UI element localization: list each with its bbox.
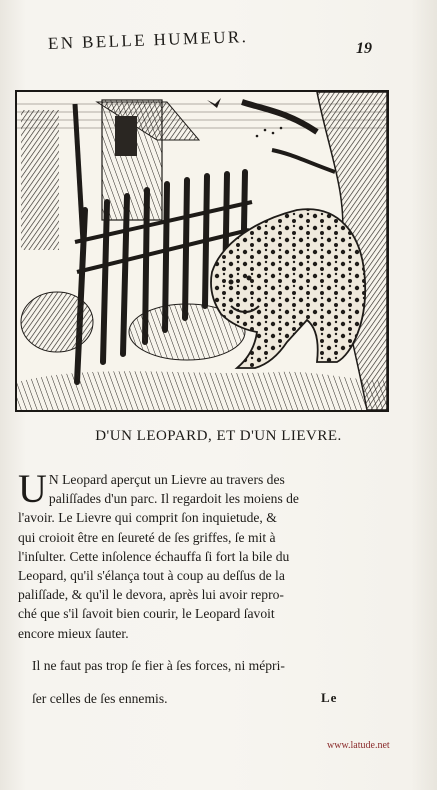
fable-title: D'UN LEOPARD, ET D'UN LIEVRE. [95,428,342,444]
fable-moral [18,656,360,708]
catchword: Le [321,690,338,705]
text-line: l'inſulter. Cette inſolence échauffa ſi fort la bile du [18,548,290,564]
text-line: l'avoir. Le Lievre qui comprit ſon inquietude, & [18,510,277,526]
moral-line: Il ne faut pas trop ſe fier à ſes forces, ni mépri- [32,658,285,674]
woodcut-illustration [15,90,389,412]
page-number: 19 [356,40,372,57]
text-line: qui croioit être en ſeureté de ſes griffes, ſe mit à [18,529,276,545]
text-line: encore mieux ſauter. [18,625,129,641]
running-head [0,27,437,64]
running-title: EN BELLE HUMEUR. [47,27,249,53]
fable-paragraph [18,466,360,643]
drop-cap: U [18,466,47,511]
fable-text [18,466,360,722]
text-line: Leopard, qu'il s'élança tout à coup au deſſus de la [18,568,285,584]
text-line: ché que s'il ſavoit bien courir, le Leopard ſavoit [18,606,275,622]
text-line: paliſſades d'un parc. Il regardoit les moiens de [48,491,299,507]
text-line: N Leopard aperçut un Lievre au travers des [48,472,285,487]
leopard-and-hare-engraving [17,92,387,410]
watermark: www.latude.net [327,740,390,751]
text-line: paliſſade, & qu'il le devora, après lui avoir repro- [18,587,284,603]
moral-line: ſer celles de ſes ennemis. [32,691,168,707]
